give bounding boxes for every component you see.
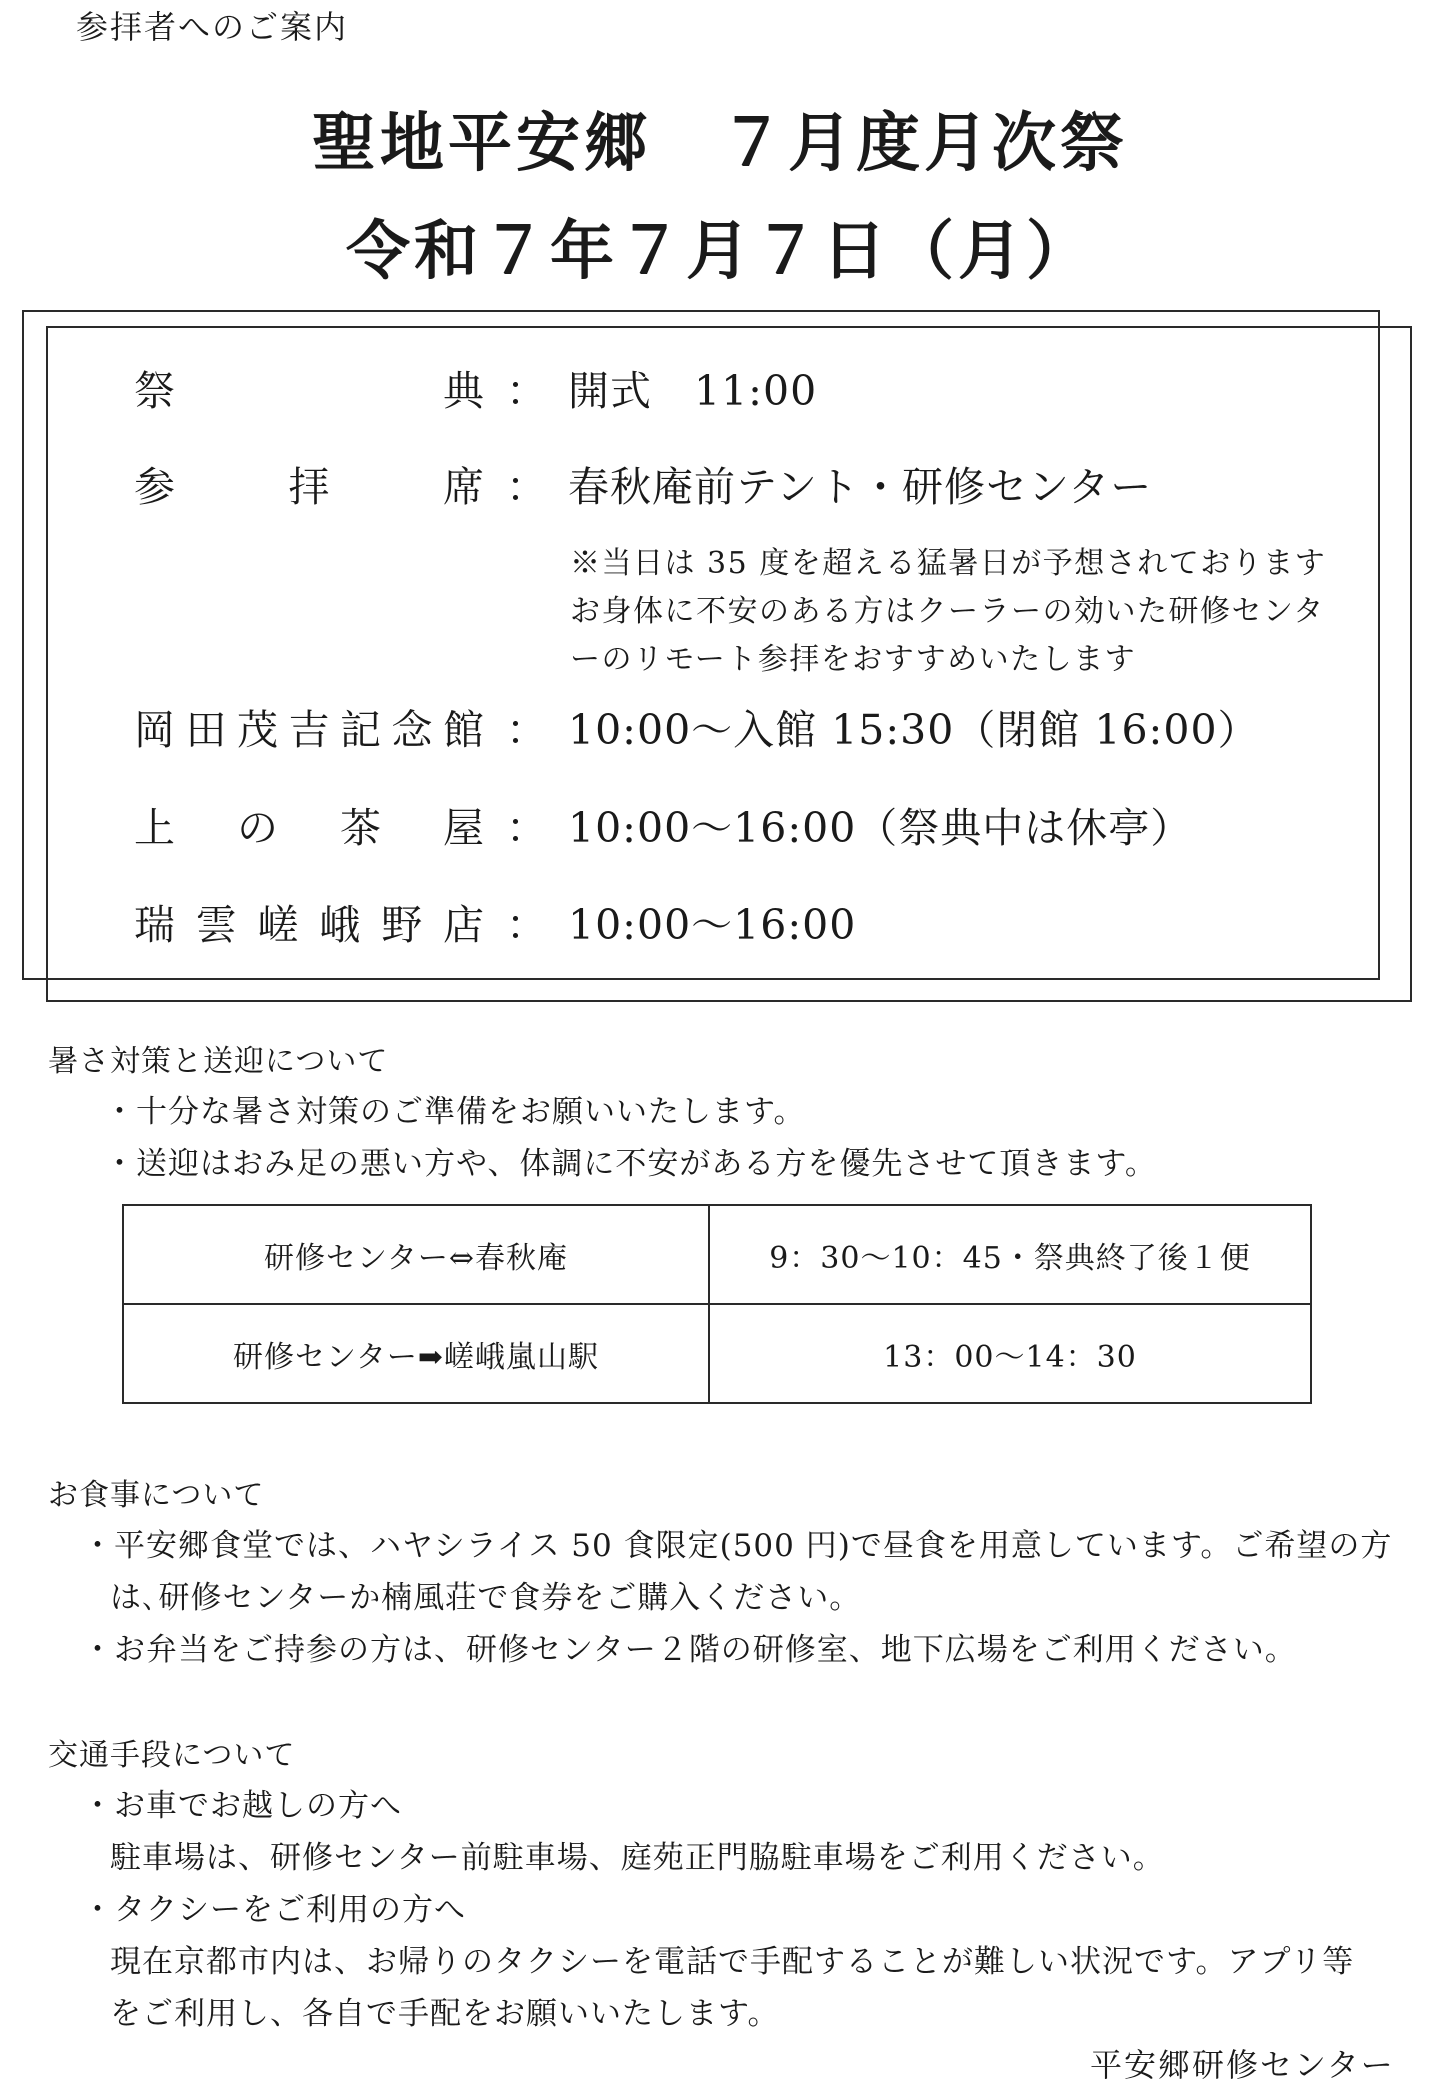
document-header-label: 参拝者へのご案内 xyxy=(76,8,349,46)
schedule-value-seating: 春秋庵前テント・研修センター xyxy=(568,463,1153,511)
heat-note-line: お身体に不安のある方はクーラーの効いた研修センタ xyxy=(570,594,1325,629)
transport-line: ・お車でお越しの方へ xyxy=(82,1788,402,1824)
schedule-label-ceremony: 祭 典 xyxy=(134,367,484,415)
schedule-label-seating: 参 拝 席 xyxy=(134,463,484,511)
heat-note-line: ーのリモート参拝をおすすめいたします xyxy=(570,642,1137,677)
schedule-colon: ： xyxy=(506,901,547,949)
transport-line: 駐車場は、研修センター前駐車場、庭苑正門脇駐車場をご利用ください。 xyxy=(110,1840,1165,1876)
heat-bullet: ・送迎はおみ足の悪い方や、体調に不安がある方を優先させて頂きます。 xyxy=(104,1146,1157,1182)
schedule-value-shop: 10:00～16:00 xyxy=(568,901,857,949)
transport-line: 現在京都市内は、お帰りのタクシーを電話で手配することが難しい状況です。アプリ等 xyxy=(110,1944,1355,1980)
transport-line: ・タクシーをご利用の方へ xyxy=(82,1892,466,1928)
schedule-label-teahouse: 上 の 茶 屋 xyxy=(134,804,484,852)
shuttle-table xyxy=(122,1204,1312,1404)
table-row xyxy=(123,1205,1311,1304)
schedule-label-shop: 瑞 雲 嵯 峨 野 店 xyxy=(134,901,484,949)
shuttle-route: 研修センター➡嵯峨嵐山駅 xyxy=(123,1304,709,1403)
heat-note-line: ※当日は 35 度を超える猛暑日が予想されております xyxy=(570,546,1327,581)
schedule-value-ceremony: 開式 11:00 xyxy=(568,367,818,415)
section-title-heat: 暑さ対策と送迎について xyxy=(48,1044,389,1079)
event-date: 令和７年７月７日（月） xyxy=(346,214,1094,289)
meal-line: ・平安郷食堂では、ハヤシライス 50 食限定(500 円)で昼食を用意しています。ご希望の方 xyxy=(82,1528,1393,1564)
heat-bullet: ・十分な暑さ対策のご準備をお願いいたします。 xyxy=(104,1094,806,1130)
schedule-colon: ： xyxy=(506,706,547,754)
transport-line: をご利用し、各自で手配をお願いいたします。 xyxy=(110,1996,780,2032)
section-title-meal: お食事について xyxy=(48,1478,265,1513)
footer-signature: 平安郷研修センター xyxy=(1090,2046,1395,2084)
shuttle-route: 研修センター⇔春秋庵 xyxy=(123,1205,709,1304)
shuttle-time: 13：00～14：30 xyxy=(709,1304,1311,1403)
schedule-colon: ： xyxy=(506,367,547,415)
schedule-value-museum: 10:00～入館 15:30（閉館 16:00） xyxy=(568,706,1260,754)
schedule-colon: ： xyxy=(506,804,547,852)
schedule-value-teahouse: 10:00～16:00（祭典中は休亭） xyxy=(568,804,1193,852)
event-title: 聖地平安郷 ７月度月次祭 xyxy=(312,106,1128,181)
schedule-label-museum: 岡 田 茂 吉 記 念 館 xyxy=(134,706,484,754)
table-row xyxy=(123,1304,1311,1403)
section-title-transport: 交通手段について xyxy=(48,1738,296,1773)
schedule-colon: ： xyxy=(506,463,547,511)
shuttle-time: 9：30～10：45・祭典終了後１便 xyxy=(709,1205,1311,1304)
meal-line: ・お弁当をご持参の方は、研修センター２階の研修室、地下広場をご利用ください。 xyxy=(82,1632,1297,1668)
meal-line: は､研修センターか楠風荘で食券をご購入ください。 xyxy=(110,1580,862,1616)
